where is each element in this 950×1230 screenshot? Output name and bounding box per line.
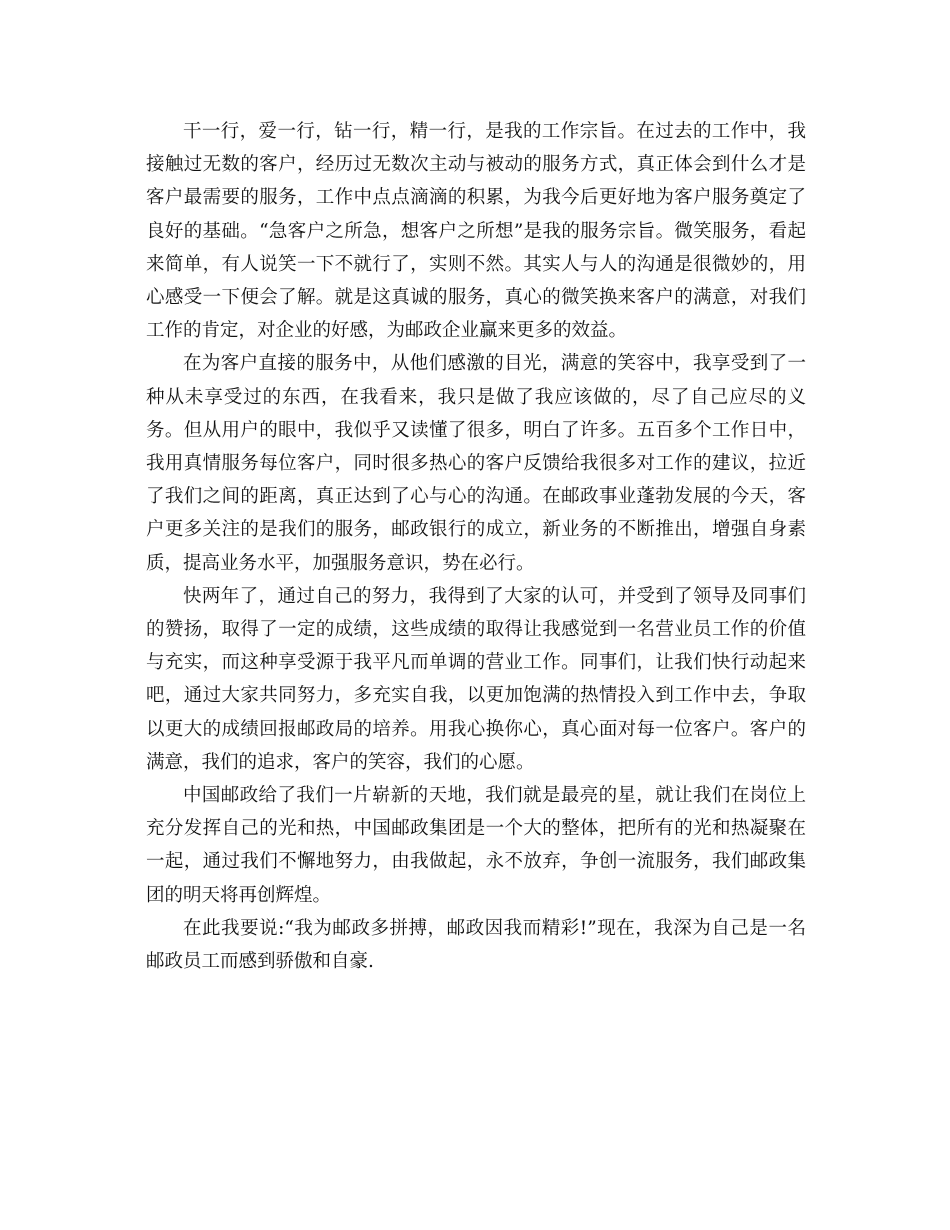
paragraph-achievements: 快两年了，通过自己的努力，我得到了大家的认可，并受到了领导及同事们的赞扬，取得了一定的成绩，这些成绩的取得让我感觉到一名营业员工作的价值与充实，而这种享受源于我平凡而单调的营业工作。同事们，让我们快行动起来吧，通过大家共同努力，多充实自我，以更加饱满的热情投入到工作中去，争取以更大的成绩回报邮政局的培养。用我心换你心，真心面对每一位客户。客户的满意，我们的追求，客户的笑容，我们的心愿。 <box>146 585 806 773</box>
paragraph-customer-service: 在为客户直接的服务中，从他们感激的目光，满意的笑容中，我享受到了一种从未享受过的东西，在我看来，我只是做了我应该做的，尽了自己应尽的义务。但从用户的眼中，我似乎又读懂了很多，明白了许多。五百多个工作日中，我用真情服务每位客户，同时很多热心的客户反馈给我很多对工作的建议，拉近了我们之间的距离，真正达到了心与心的沟通。在邮政事业蓬勃发展的今天，客户更多关注的是我们的服务，邮政银行的成立，新业务的不断推出，增强自身素质，提高业务水平，加强服务意识，势在必行。 <box>146 353 806 574</box>
document-page <box>146 115 806 978</box>
paragraph-work-principle: 干一行，爱一行，钻一行，精一行，是我的工作宗旨。在过去的工作中，我接触过无数的客户，经历过无数次主动与被动的服务方式，真正体会到什么才是客户最需要的服务，工作中点点滴滴的积累，为我今后更好地为客户服务奠定了良好的基础。“急客户之所急，想客户之所想”是我的服务宗旨。微笑服务，看起来简单，有人说笑一下不就行了，实则不然。其实人与人的沟通是很微妙的，用心感受一下便会了解。就是这真诚的服务，真心的微笑换来客户的满意，对我们工作的肯定，对企业的好感，为邮政企业赢来更多的效益。 <box>146 121 806 342</box>
paragraph-china-post: 中国邮政给了我们一片崭新的天地，我们就是最亮的星，就让我们在岗位上充分发挥自己的光和热，中国邮政集团是一个大的整体，把所有的光和热凝聚在一起，通过我们不懈地努力，由我做起，永不放弃，争创一流服务，我们邮政集团的明天将再创辉煌。 <box>146 785 806 906</box>
paragraph-closing: 在此我要说:“我为邮政多拼搏，邮政因我而精彩!”现在，我深为自己是一名邮政员工而感到骄傲和自豪. <box>146 917 806 973</box>
